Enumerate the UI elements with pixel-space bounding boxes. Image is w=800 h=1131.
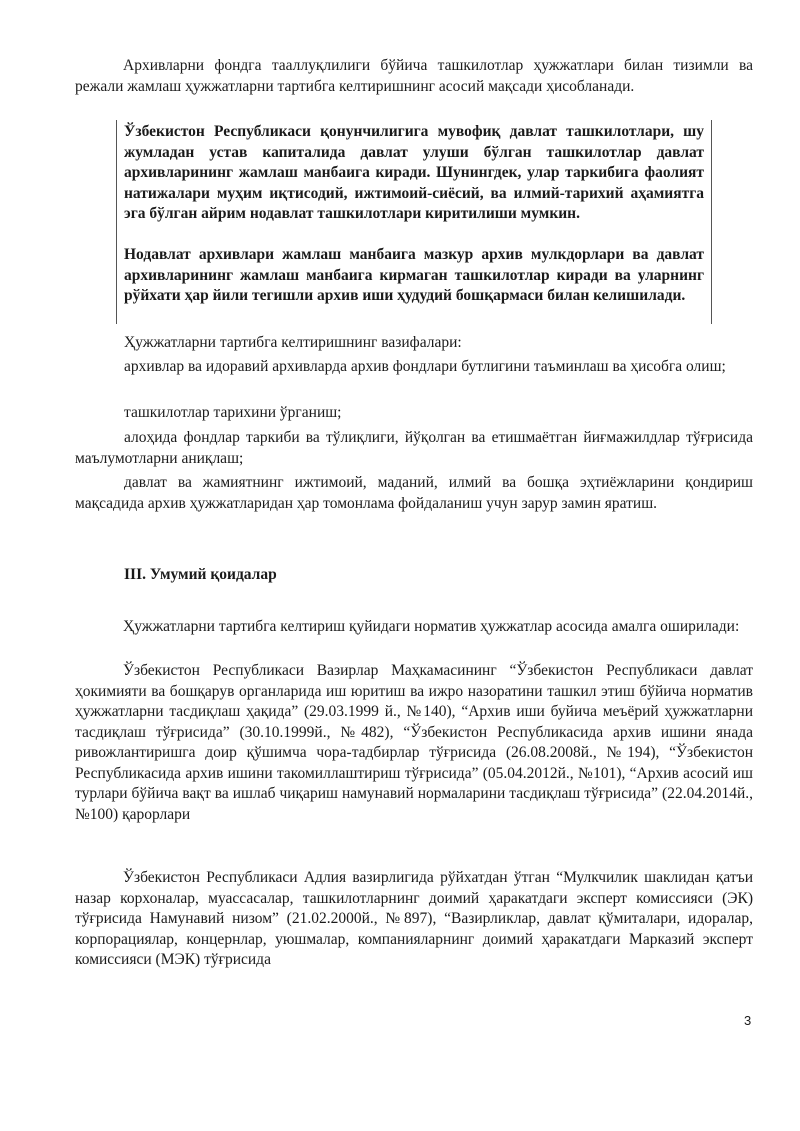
task-item-1: архивлар ва идоравий архивларда архив фондлари бутлигини таъминлаш ва ҳисобга олиш;: [124, 358, 726, 375]
tasks-intro: Ҳужжатларни тартибга келтиришнинг вазифалари:: [124, 334, 462, 351]
task-item-4: давлат ва жамиятнинг ижтимоий, маданий, илмий ва бошқа эҳтиёжларини қондириш мақсадида архив ҳужжатларидан ҳар томонлама фойдаланиш учун зарур замин яратиш.: [75, 474, 753, 512]
intro-paragraph: Архивларни фондга тааллуқлилиги бўйича ташкилотлар ҳужжатлари билан тизимли ва режали жамлаш ҳужжатларни тартибга келтиришнинг асосий мақсади ҳисобланади.: [75, 57, 753, 95]
page-number: 3: [744, 1013, 752, 1028]
task-item-3: алоҳида фондлар таркиби ва тўлиқлиги, йўқолган ва етишмаётган йиғмажилдлар тўғрисида маълумотларни аниқлаш;: [75, 429, 753, 467]
norms-intro-paragraph: Ҳужжатларни тартибга келтириш қуйидаги норматив ҳужжатлар асосида амалга оширилади:: [123, 618, 740, 635]
cabinet-decrees-paragraph: Ўзбекистон Республикаси Вазирлар Маҳкамасининг “Ўзбекистон Республикаси давлат ҳокимияти ва бошқарув органларида иш юритиш ва ижро назоратини ташкил этиш бўйича норматив ҳужжатларни тасдиқлаш ҳақида” (29.03.1999 й., №140), “Архив иши буйича меъёрий ҳужжатларни тасдиқлаш тўғрисида” (30.10.1999й., №482), “Ўзбекистон Республикасида архив ишини янада ривожлантиришга доир қўшимча чора-тадбирлар тўғрисида (26.08.2008й., №194), “Ўзбекистон Республикасида архив ишини такомиллаштириш тўғрисида” (05.04.2012й., №101), “Архив асосий иш турлари бўйича вақт ва ишлаб чиқариш намунавий нормаларини тасдиқлаш тўғрисида” (22.04.2014й., №100) қарорлари: [75, 662, 753, 823]
box-paragraph-state: Ўзбекистон Республикаси қонунчилигига мувофиқ давлат ташкилотлари, шу жумладан устав капиталида давлат улуши бўлган ташкилотлар давлат архивларининг жамлаш манбаига киради. Шунингдек, улар таркибига фаолият натижалари муҳим иқтисодий, ижтимоий-сиёсий, ва илмий-тарихий аҳамиятга эга бўлган айрим нодавлат ташкилотлари киритилиши мумкин.: [124, 123, 704, 222]
box-paragraph-nonstate: Нодавлат архивлари жамлаш манбаига мазкур архив мулкдорлари ва давлат архивларининг жамлаш манбаига кирмаган ташкилотлар киради ва уларнинг рўйхати ҳар йили тегишли архив иши ҳудудий бошқармаси билан келишилади.: [124, 246, 704, 304]
justice-ministry-paragraph: Ўзбекистон Республикаси Адлия вазирлигида рўйхатдан ўтган “Мулкчилик шаклидан қатъи назар корхоналар, муассасалар, ташкилотларнинг доимий ҳаракатдаги эксперт комиссияси (ЭК) тўғрисида Намунавий низом” (21.02.2000й., №897), “Вазирликлар, давлат қўмиталари, идоралар, корпорациялар, концернлар, уюшмалар, компанияларнинг доимий ҳаракатдаги Марказий эксперт комиссияси (МЭК) тўғрисида: [75, 869, 753, 968]
task-item-2: ташкилотлар тарихини ўрганиш;: [124, 404, 342, 421]
section-heading: III. Умумий қоидалар: [124, 566, 277, 583]
